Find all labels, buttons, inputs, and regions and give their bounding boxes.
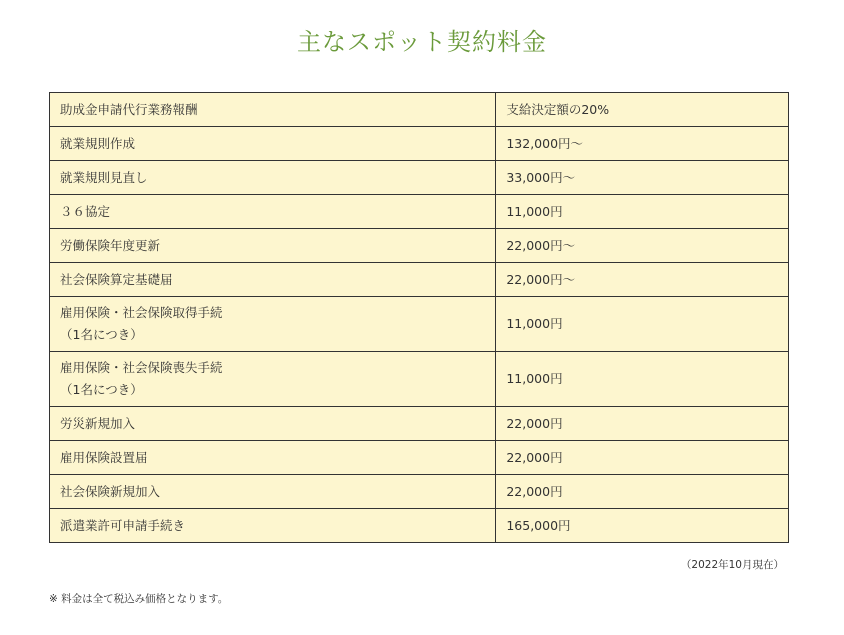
- service-name: 助成金申請代行業務報酬: [50, 93, 496, 127]
- tax-footnote: ※ 料金は全て税込み価格となります。: [49, 593, 229, 605]
- service-unit-note: （1名につき）: [60, 382, 143, 397]
- table-row: [50, 352, 789, 407]
- service-name: 社会保険新規加入: [50, 475, 496, 509]
- page-title: 主なスポット契約料金: [297, 28, 547, 56]
- table-row: [50, 229, 789, 263]
- service-price: 22,000円～: [496, 263, 789, 297]
- table-row: [50, 441, 789, 475]
- price-table: [49, 92, 789, 543]
- service-price: 22,000円～: [496, 229, 789, 263]
- service-price: 33,000円～: [496, 161, 789, 195]
- service-name: 雇用保険・社会保険取得手続: [60, 305, 223, 320]
- service-name: 雇用保険設置届: [50, 441, 496, 475]
- service-price: 支給決定額の20%: [496, 93, 789, 127]
- service-name: 就業規則見直し: [50, 161, 496, 195]
- service-price: 22,000円: [496, 441, 789, 475]
- table-row: [50, 509, 789, 543]
- service-price: 11,000円: [496, 195, 789, 229]
- table-row: [50, 297, 789, 352]
- service-name: ３６協定: [50, 195, 496, 229]
- table-row: [50, 127, 789, 161]
- service-price: 22,000円: [496, 407, 789, 441]
- table-row: [50, 475, 789, 509]
- table-row: [50, 93, 789, 127]
- table-row: [50, 407, 789, 441]
- table-row: [50, 161, 789, 195]
- service-cell: [50, 297, 496, 352]
- table-row: [50, 263, 789, 297]
- service-name: 労働保険年度更新: [50, 229, 496, 263]
- service-name: 就業規則作成: [50, 127, 496, 161]
- service-unit-note: （1名につき）: [60, 327, 143, 342]
- service-price: 11,000円: [496, 297, 789, 352]
- service-name: 派遣業許可申請手続き: [50, 509, 496, 543]
- service-name: 雇用保険・社会保険喪失手続: [60, 360, 223, 375]
- service-name: 労災新規加入: [50, 407, 496, 441]
- service-price: 11,000円: [496, 352, 789, 407]
- as-of-date-note: （2022年10月現在）: [680, 559, 784, 571]
- service-cell: [50, 352, 496, 407]
- service-name: 社会保険算定基礎届: [50, 263, 496, 297]
- table-row: [50, 195, 789, 229]
- service-price: 22,000円: [496, 475, 789, 509]
- service-price: 165,000円: [496, 509, 789, 543]
- service-price: 132,000円～: [496, 127, 789, 161]
